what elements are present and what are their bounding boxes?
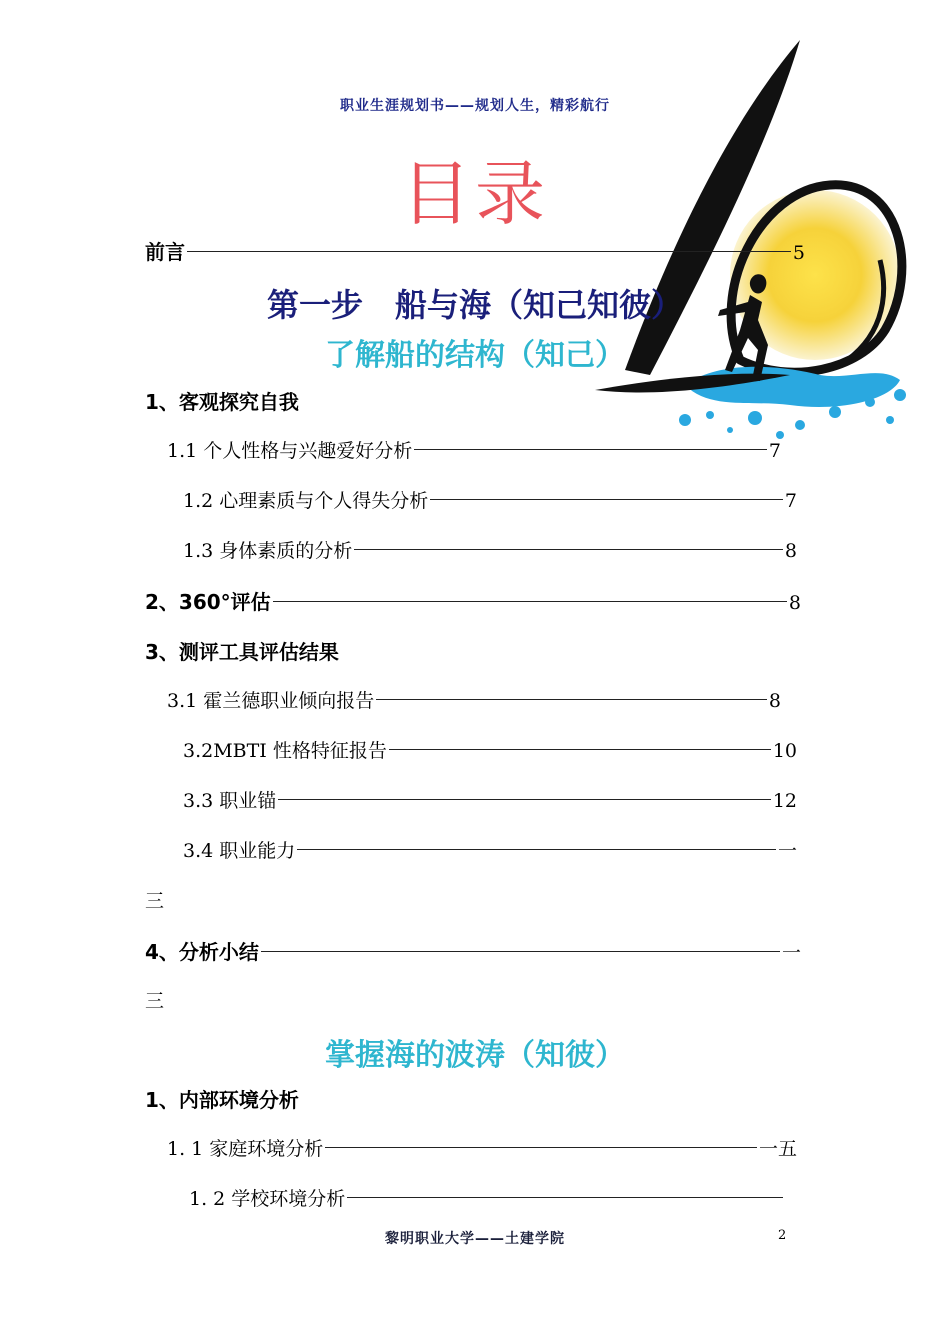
toc-label: 3.4 职业能力 — [183, 840, 296, 862]
toc-title: 目录 — [401, 153, 549, 235]
toc-entry[interactable] — [145, 586, 801, 615]
toc-label: 前言 — [145, 240, 185, 264]
toc-label: 3.3 职业锚 — [183, 790, 277, 812]
document-footer: 黎明职业大学——土建学院 — [385, 1231, 565, 1247]
toc-label: 3.2MBTI 性格特征报告 — [183, 740, 387, 762]
leader-line — [430, 499, 783, 500]
toc-entry[interactable] — [183, 736, 797, 763]
toc-label: 2、360°评估 — [145, 590, 271, 614]
toc-label: 1.3 身体素质的分析 — [183, 540, 353, 562]
toc-page: 一 — [781, 942, 801, 964]
toc-page: 一五 — [758, 1138, 797, 1160]
toc-heading[interactable]: 1、客观探究自我 — [145, 390, 299, 414]
step-title: 第一步 船与海（知己知彼） — [266, 286, 683, 324]
toc-entry[interactable] — [189, 1184, 785, 1211]
toc-label: 1. 2 学校环境分析 — [189, 1188, 346, 1210]
toc-entry[interactable] — [167, 436, 781, 463]
section-b-title: 掌握海的波涛（知彼） — [325, 1038, 625, 1073]
toc-page: 10 — [772, 740, 797, 762]
document-header: 职业生涯规划书——规划人生，精彩航行 — [340, 98, 610, 114]
toc-entry-preface[interactable] — [145, 236, 805, 265]
leader-line — [187, 251, 791, 252]
toc-entry[interactable] — [167, 1134, 797, 1161]
toc-entry[interactable] — [183, 836, 797, 863]
toc-heading[interactable]: 3、测评工具评估结果 — [145, 640, 339, 664]
leader-line — [278, 799, 771, 800]
toc-entry[interactable] — [167, 686, 781, 713]
leader-line — [273, 601, 787, 602]
leader-line — [389, 749, 771, 750]
leader-line — [261, 951, 780, 952]
toc-label: 1. 1 家庭环境分析 — [167, 1138, 324, 1160]
toc-page: 5 — [792, 242, 805, 264]
toc-label: 4、分析小结 — [145, 940, 259, 964]
toc-entry[interactable] — [183, 786, 797, 813]
leader-line — [414, 449, 767, 450]
toc-page-wrap: 三 — [145, 890, 165, 912]
leader-line — [376, 699, 767, 700]
toc-label: 3.1 霍兰德职业倾向报告 — [167, 690, 375, 712]
page-number: 2 — [778, 1228, 787, 1243]
toc-label: 1.2 心理素质与个人得失分析 — [183, 490, 429, 512]
section-a-title: 了解船的结构（知己） — [325, 338, 625, 373]
toc-page: 8 — [768, 690, 781, 712]
toc-page: 7 — [784, 490, 797, 512]
toc-entry[interactable] — [183, 536, 797, 563]
toc-page-wrap: 三 — [145, 990, 165, 1012]
leader-line — [354, 549, 783, 550]
toc-page: 7 — [768, 440, 781, 462]
leader-line — [347, 1197, 783, 1198]
toc-entry[interactable] — [183, 486, 797, 513]
leader-line — [297, 849, 776, 850]
leader-line — [325, 1147, 757, 1148]
toc-page: 8 — [788, 592, 801, 614]
toc-page: 一 — [777, 840, 797, 862]
toc-page: 8 — [784, 540, 797, 562]
toc-entry[interactable] — [145, 936, 801, 965]
toc-label: 1.1 个人性格与兴趣爱好分析 — [167, 440, 413, 462]
toc-heading[interactable]: 1、内部环境分析 — [145, 1088, 299, 1112]
toc-page: 12 — [772, 790, 797, 812]
